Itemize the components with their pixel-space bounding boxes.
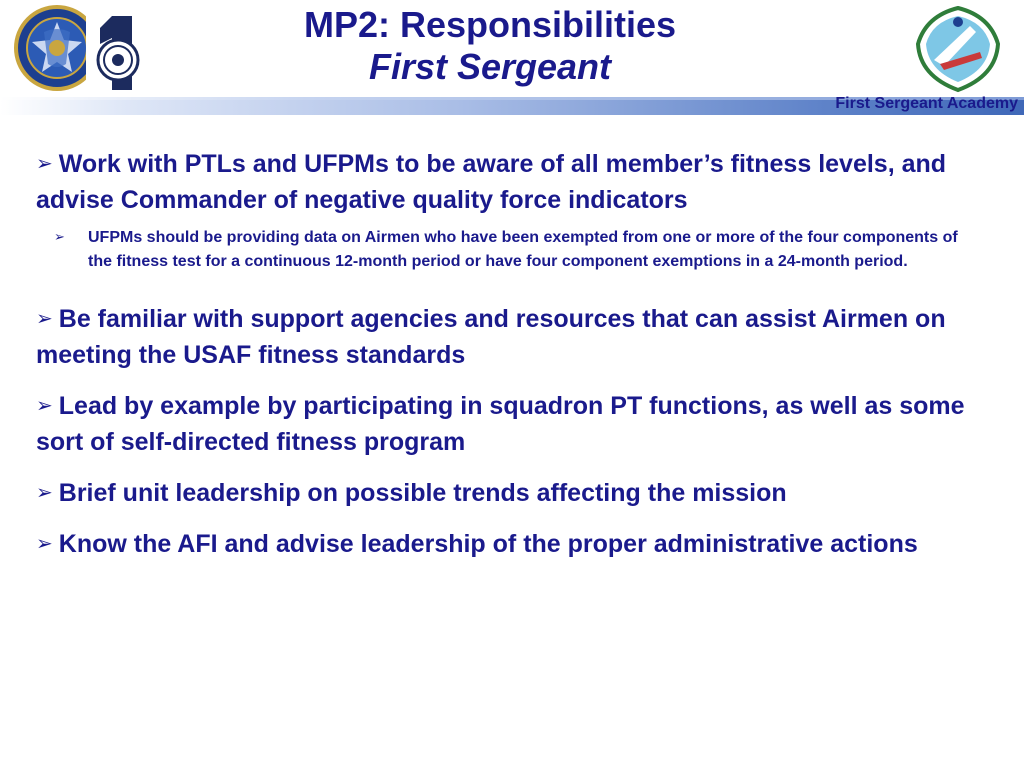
slide-title [200, 4, 780, 88]
bullet-text: Lead by example by participating in squadron PT functions, as well as some sort of self-directed fitness program [36, 392, 965, 456]
bullet-item [36, 387, 986, 460]
number-one-badge-icon [82, 10, 154, 96]
arrow-bullet-icon: ➢ [36, 531, 53, 555]
bullet-item [36, 525, 986, 562]
sub-bullet-text: UFPMs should be providing data on Airmen who have been exempted from one or more of the four components of the fitness test for a continuous 12-month period or have four component exemptions in a 24-month period. [88, 229, 958, 270]
arrow-bullet-icon: ➢ [36, 306, 53, 330]
arrow-bullet-icon: ➢ [54, 230, 65, 245]
title-main: MP2: Responsibilities [303, 4, 677, 45]
bullet-list [36, 145, 986, 576]
academy-label: First Sergeant Academy [835, 95, 1018, 112]
bullet-text: Know the AFI and advise leadership of the proper administrative actions [58, 530, 918, 558]
bullet-item [36, 474, 986, 511]
arrow-bullet-icon: ➢ [36, 393, 53, 417]
sub-bullet-item [54, 226, 986, 274]
sub-bullet-list [54, 226, 986, 274]
bullet-item [36, 145, 986, 218]
bullet-item [36, 300, 986, 373]
bullet-text: Work with PTLs and UFPMs to be aware of all member’s fitness levels, and advise Commander of negative quality force indicators [36, 150, 947, 214]
first-sergeant-academy-seal-icon [910, 4, 1006, 94]
bullet-text: Be familiar with support agencies and resources that can assist Airmen on meeting the USAF fitness standards [36, 305, 946, 369]
arrow-bullet-icon: ➢ [36, 480, 53, 504]
bullet-text: Brief unit leadership on possible trends affecting the mission [58, 479, 787, 507]
title-subtitle: First Sergeant [368, 46, 612, 87]
arrow-bullet-icon: ➢ [36, 151, 53, 175]
